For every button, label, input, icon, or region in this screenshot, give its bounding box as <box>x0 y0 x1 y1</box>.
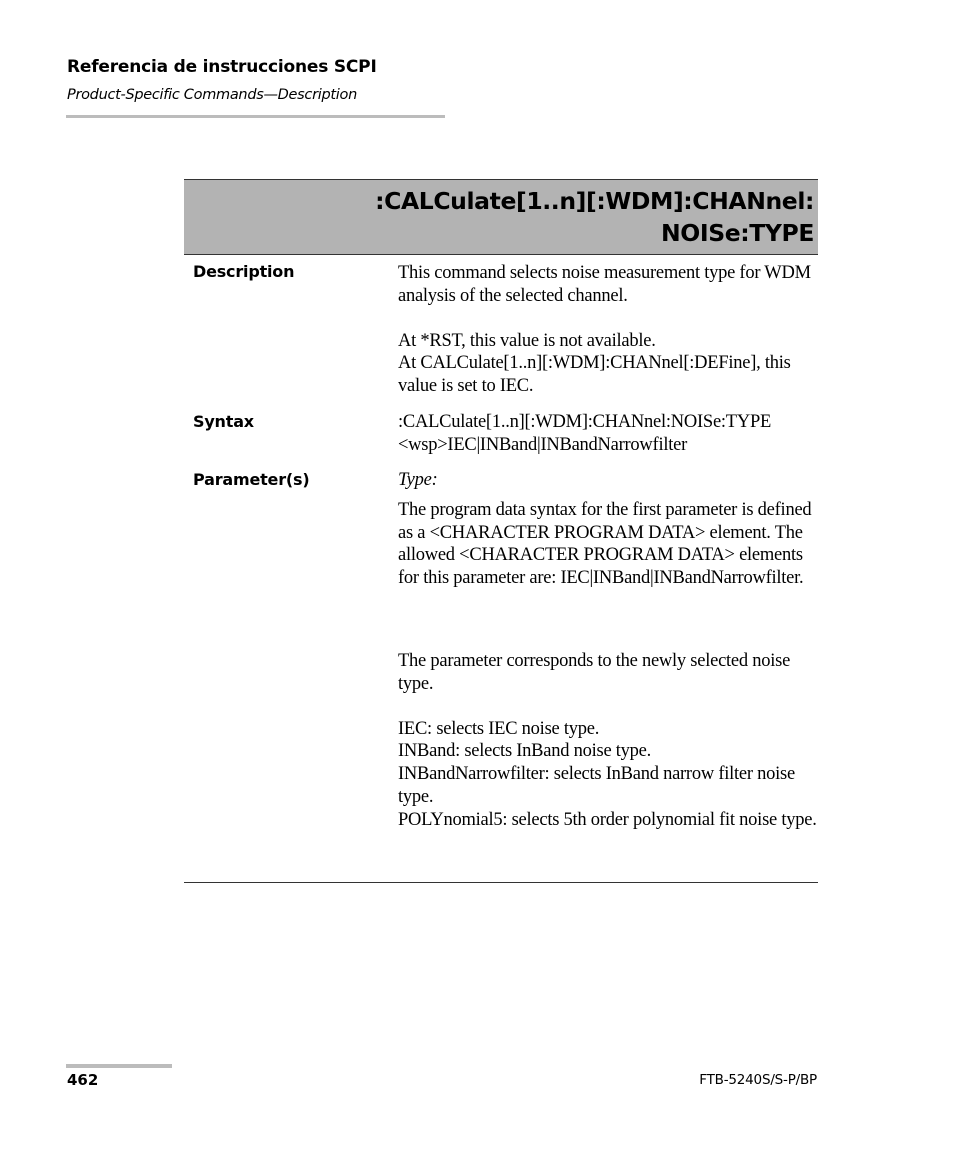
syntax-command: :CALCulate[1..n][:WDM]:CHANnel:NOISe:TYPE <box>398 412 772 432</box>
footer-divider <box>66 1064 172 1068</box>
command-title-line-2: NOISe:TYPE <box>661 219 814 247</box>
parameters-label: Parameter(s) <box>193 470 310 489</box>
header-divider <box>66 115 445 118</box>
command-banner <box>184 179 818 255</box>
description-define-note: At CALCulate[1..n][:WDM]:CHANnel[:DEFine], this value is set to IEC. <box>398 353 791 397</box>
syntax-arguments: <wsp>IEC|INBand|INBandNarrowfilter <box>398 434 687 455</box>
command-title <box>375 185 814 249</box>
description-body <box>398 262 818 398</box>
parameters-paragraph-2: The parameter corresponds to the newly selected noise type. <box>398 650 791 694</box>
product-code: FTB-5240S/S-P/BP <box>699 1072 817 1088</box>
syntax-label: Syntax <box>193 412 254 431</box>
description-label: Description <box>193 262 295 281</box>
parameters-paragraph-1: The program data syntax for the first parameter is defined as a <CHARACTER PROGRAM DATA> element. The allowed <CHARACTER PROGRAM DATA> elements for this parameter are: IEC|INBand|INBandNarrowfilter. <box>398 499 812 589</box>
description-rst-note: At *RST, this value is not available. <box>398 330 656 351</box>
parameter-value-item: POLYnomial5: selects 5th order polynomial fit noise type. <box>398 809 817 830</box>
parameter-value-item: INBandNarrowfilter: selects InBand narrow filter noise type. <box>398 764 795 807</box>
command-title-line-1: :CALCulate[1..n][:WDM]:CHANnel: <box>375 187 814 215</box>
running-header-title: Referencia de instrucciones SCPI <box>67 57 377 77</box>
section-end-divider <box>184 882 818 883</box>
running-header-subtitle: Product-Specific Commands—Description <box>67 87 357 103</box>
syntax-body <box>398 411 818 457</box>
description-paragraph-1: This command selects noise measurement type for WDM analysis of the selected channel. <box>398 263 811 306</box>
parameter-value-item: INBand: selects InBand noise type. <box>398 741 652 762</box>
parameters-body <box>398 469 818 832</box>
parameter-value-item: IEC: selects IEC noise type. <box>398 718 600 739</box>
page-number: 462 <box>67 1071 99 1089</box>
parameter-values-list <box>398 718 818 832</box>
parameter-type-label: Type: <box>398 470 438 490</box>
